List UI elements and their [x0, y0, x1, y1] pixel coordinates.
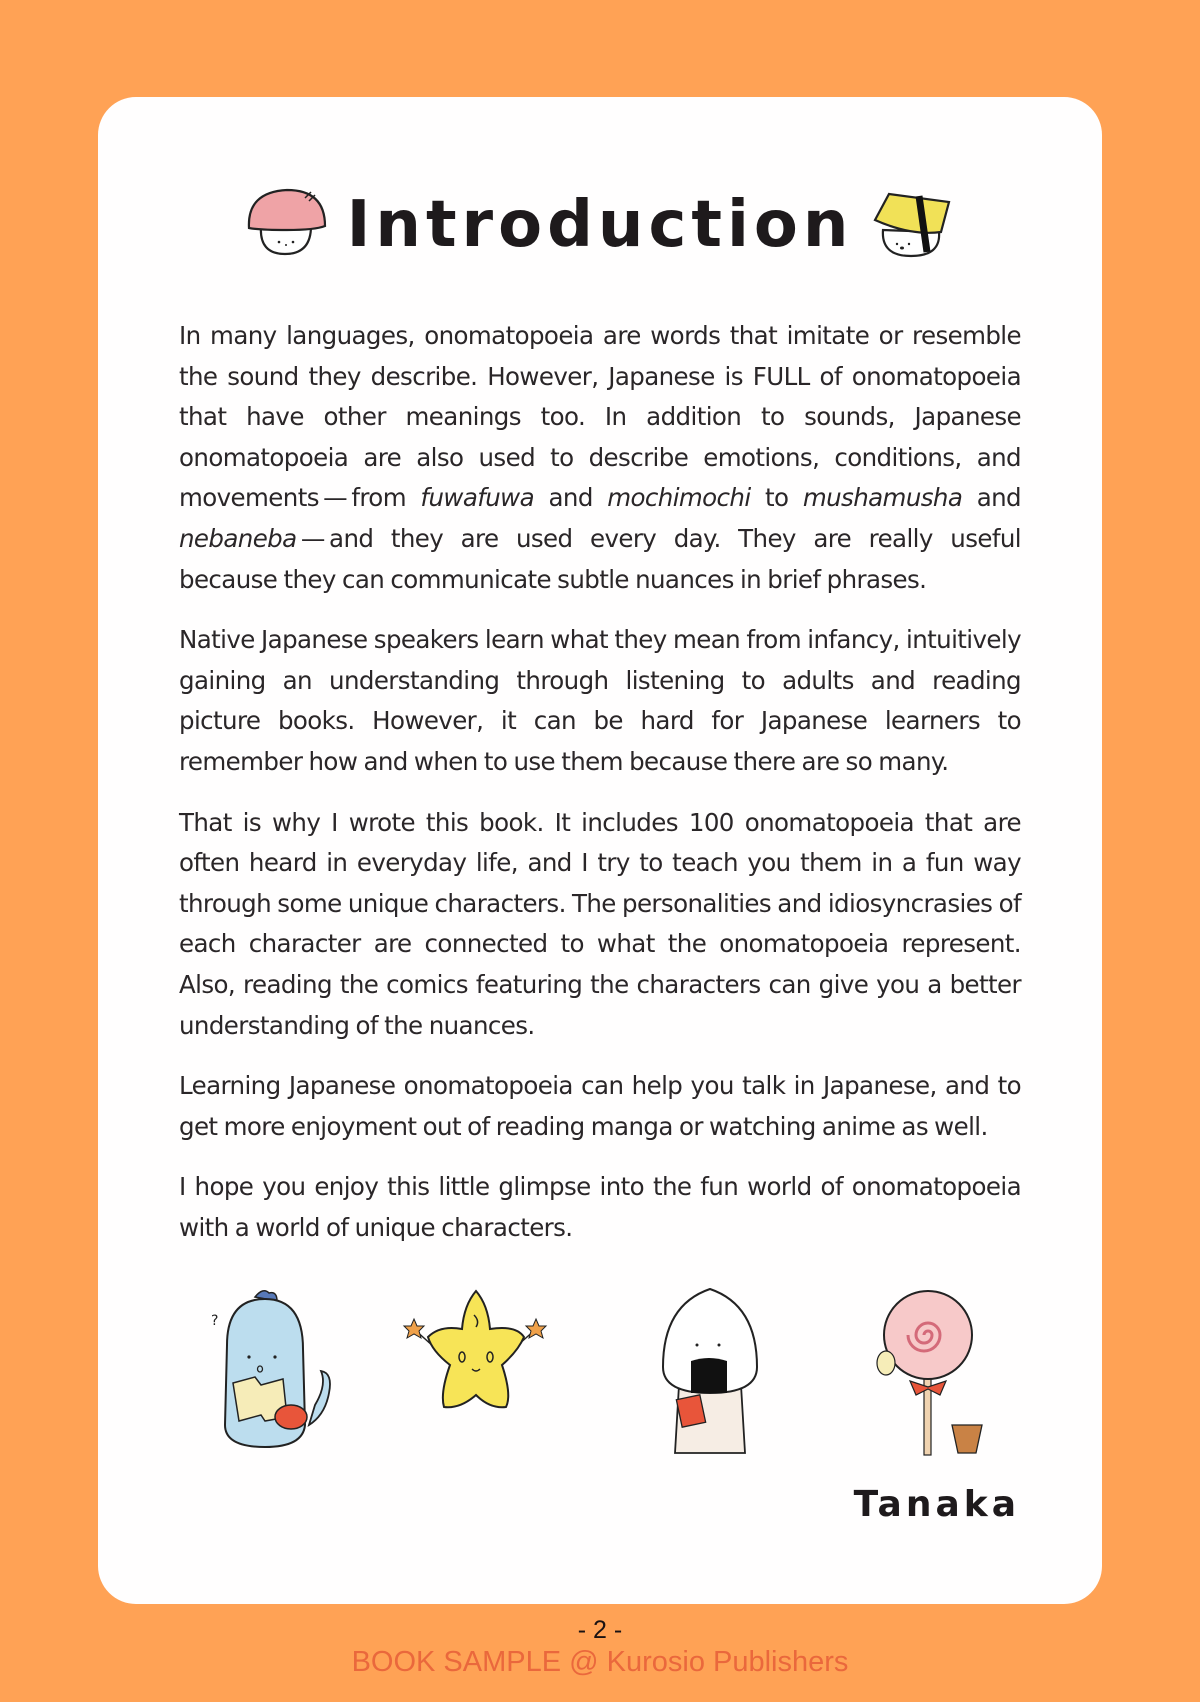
dinosaur-character-icon [205, 1285, 345, 1465]
tamago-sushi-character-icon [871, 186, 955, 265]
book-sample-watermark: BOOK SAMPLE @ Kurosio Publishers [351, 1646, 849, 1678]
title-row [0, 180, 1200, 270]
paragraph-4: Learning Japanese onomatopoeia can help you talk in Japanese, and to get more enjoyment out of reading manga or watching anime as well. [179, 1071, 1021, 1141]
character-illustrations [200, 1285, 1000, 1460]
onigiri-character-icon [655, 1285, 765, 1465]
paragraph-2: Native Japanese speakers learn what they mean from infancy, intuitively gaining an understanding through listening to adults and reading picture books. However, it can be hard for Japanese learners to remember how and when to use them because there are so many. [179, 625, 1021, 776]
lollipop-character-icon [870, 1285, 990, 1465]
paragraph-1: In many languages, onomatopoeia are words that imitate or resemble the sound they describe. However, Japanese is FULL of onomatopoeia that have other meanings too. In addition to sounds, Japanese onomatopoeia are also used to describe emotions, conditions, and movements — from fuwafuwa and mochimochi to mushamusha and nebaneba — and they are used every day. They are really useful because they can communicate subtle nuances in brief phrases. [179, 321, 1022, 594]
star-character-icon [390, 1285, 560, 1430]
svg-text:?: ? [211, 1313, 219, 1329]
introduction-body [179, 316, 1021, 1268]
page-title: Introduction [346, 188, 854, 262]
page-number: - 2 - [577, 1616, 623, 1644]
author-signature: Tanaka [853, 1484, 1020, 1525]
paragraph-3: That is why I wrote this book. It includes 100 onomatopoeia that are often heard in everyday life, and I try to teach you them in a fun way through some unique characters. The personalities and idiosyncrasies of each character are connected to what the onomatopoeia represent. Also, reading the comics featuring the characters can give you a better understanding of the nuances. [179, 807, 1021, 1040]
paragraph-5: I hope you enjoy this little glimpse into the fun world of onomatopoeia with a world of unique characters. [179, 1172, 1021, 1242]
mushroom-character-icon [245, 186, 329, 265]
